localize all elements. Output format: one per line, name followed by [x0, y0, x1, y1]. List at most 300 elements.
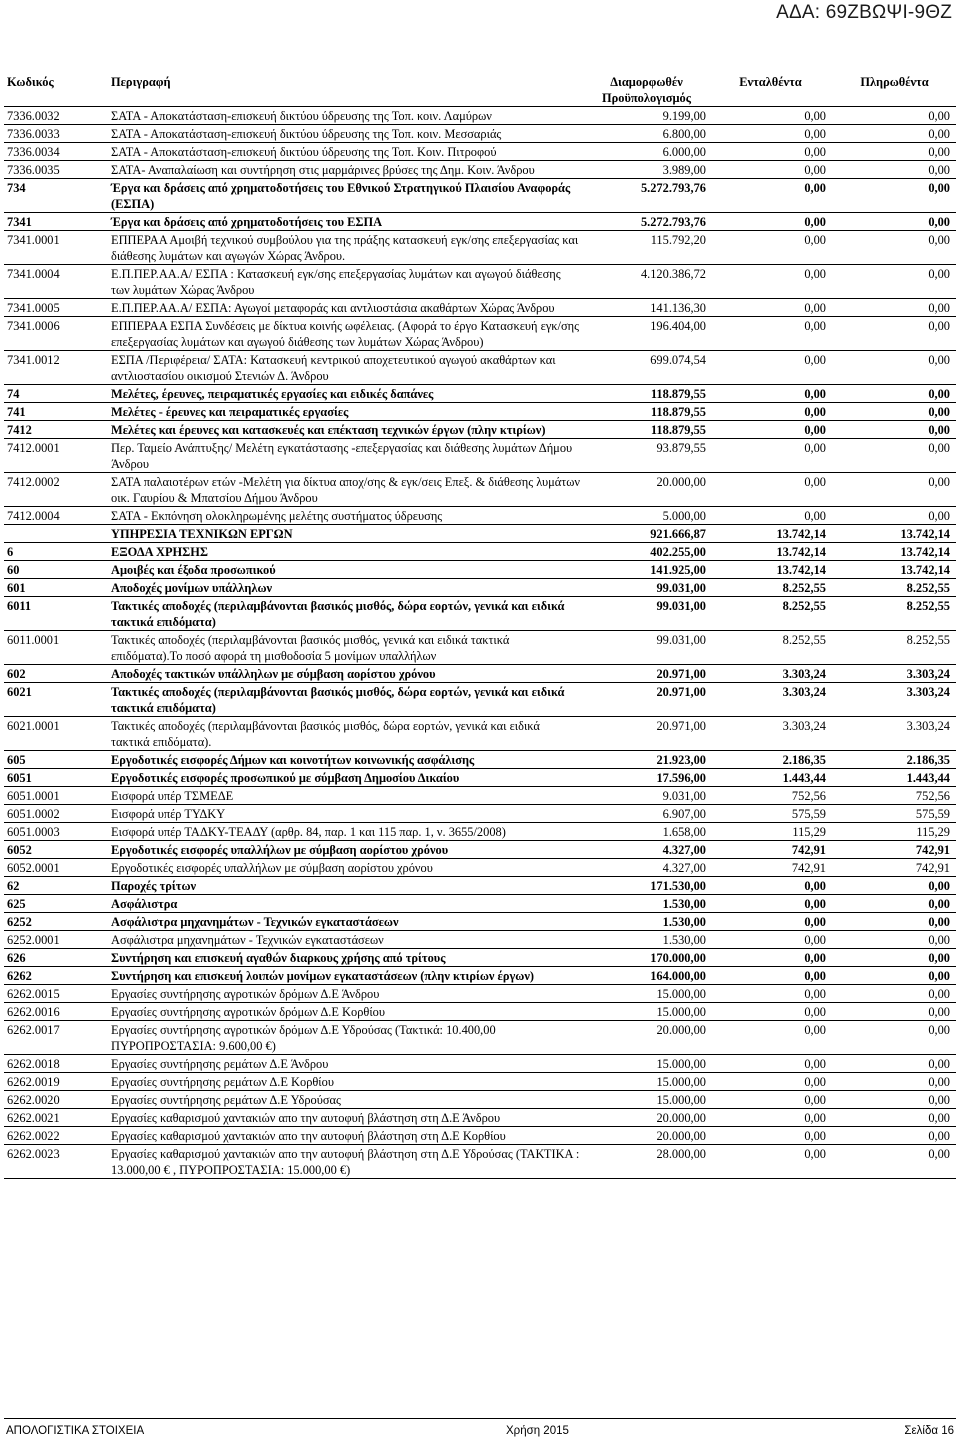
row-paid: 13.742,14 [832, 525, 956, 543]
table-row [4, 631, 956, 665]
row-budget: 15.000,00 [584, 985, 708, 1003]
row-description: ΣΑΤΑ- Αναπαλαίωση και συντήρηση στις μαρμάρινες βρύσες της Δημ. Κοιν. Άνδρου [108, 161, 584, 179]
footer-page-number: Σελίδα 16 [904, 1425, 954, 1437]
table-row [4, 1091, 956, 1109]
row-code: 7336.0035 [4, 161, 108, 179]
row-committed: 13.742,14 [708, 525, 832, 543]
row-committed: 0,00 [708, 985, 832, 1003]
row-code: 6262.0015 [4, 985, 108, 1003]
row-description: Συντήρηση και επισκευή αγαθών διαρκους χρήσης από τρίτους [108, 949, 584, 967]
table-row [4, 439, 956, 473]
footer-divider [4, 1418, 956, 1419]
table-row [4, 1003, 956, 1021]
row-description: ΣΑΤΑ παλαιοτέρων ετών -Μελέτη για δίκτυα αποχ/σης & εγκ/σεις Επεξ. & διάθεσης λυμάτων οικ. Γαυρίου & Μπατσίου Δήμου Άνδρου [108, 473, 584, 507]
row-paid: 742,91 [832, 859, 956, 877]
row-code: 625 [4, 895, 108, 913]
row-committed: 0,00 [708, 473, 832, 507]
row-code: 6262 [4, 967, 108, 985]
row-description: ΣΑΤΑ - Αποκατάσταση-επισκευή δικτύου ύδρευσης της Τοπ. κοιν. Λαμύρων [108, 107, 584, 125]
row-code: 601 [4, 579, 108, 597]
row-code: 7341 [4, 213, 108, 231]
row-description: Εργασίες συντήρησης ρεμάτων Δ.Ε Άνδρου [108, 1055, 584, 1073]
row-budget: 15.000,00 [584, 1003, 708, 1021]
row-committed: 0,00 [708, 107, 832, 125]
row-description: Έργα και δράσεις από χρηματοδοτήσεις του Εθνικού Στρατηγικού Πλαισίου Αναφοράς (ΕΣΠΑ) [108, 179, 584, 213]
row-description: Εργοδοτικές εισφορές προσωπικού με σύμβαση Δημοσίου Δικαίου [108, 769, 584, 787]
row-budget: 118.879,55 [584, 385, 708, 403]
table-row [4, 473, 956, 507]
row-description: Εργασίες συντήρησης ρεμάτων Δ.Ε Κορθίου [108, 1073, 584, 1091]
row-paid: 0,00 [832, 985, 956, 1003]
row-code: 6052 [4, 841, 108, 859]
row-committed: 0,00 [708, 1003, 832, 1021]
row-paid: 0,00 [832, 949, 956, 967]
row-code: 7336.0033 [4, 125, 108, 143]
row-committed: 0,00 [708, 967, 832, 985]
row-committed: 13.742,14 [708, 561, 832, 579]
table-row [4, 949, 956, 967]
row-description: Εργασίες συντήρησης αγροτικών δρόμων Δ.Ε Άνδρου [108, 985, 584, 1003]
row-description: Ε.Π.ΠΕΡ.ΑΑ.Α/ ΕΣΠΑ: Αγωγοί μεταφοράς και αντλιοστάσια ακαθάρτων Χώρας Άνδρου [108, 299, 584, 317]
row-budget: 99.031,00 [584, 597, 708, 631]
row-committed: 0,00 [708, 351, 832, 385]
row-committed: 1.443,44 [708, 769, 832, 787]
row-paid: 3.303,24 [832, 665, 956, 683]
row-description: ΣΑΤΑ - Αποκατάσταση-επισκευή δικτύου ύδρευσης της Τοπ. κοιν. Μεσσαριάς [108, 125, 584, 143]
table-row [4, 823, 956, 841]
row-paid: 0,00 [832, 1021, 956, 1055]
row-paid: 0,00 [832, 161, 956, 179]
row-budget: 4.327,00 [584, 841, 708, 859]
row-code: 6262.0017 [4, 1021, 108, 1055]
row-committed: 0,00 [708, 895, 832, 913]
row-description: ΕΠΠΕΡΑΑ Αμοιβή τεχνικού συμβούλου για της πράξης κατασκευή εγκ/σης επεξεργασίας και διάθεσης λυμάτων και αγωγών Χώρας Άνδρου. [108, 231, 584, 265]
row-paid: 0,00 [832, 1073, 956, 1091]
row-budget: 20.971,00 [584, 717, 708, 751]
row-code: 7341.0004 [4, 265, 108, 299]
row-committed: 0,00 [708, 161, 832, 179]
row-committed: 742,91 [708, 859, 832, 877]
row-paid: 115,29 [832, 823, 956, 841]
row-description: Ε.Π.ΠΕΡ.ΑΑ.Α/ ΕΣΠΑ : Κατασκευή εγκ/σης επεξεργασίας λυμάτων και αγωγού διάθεσης των λυμάτων Χώρας Άνδρου [108, 265, 584, 299]
row-committed: 575,59 [708, 805, 832, 823]
row-description: Περ. Ταμείο Ανάπτυξης/ Μελέτη εγκατάστασης -επεξεργασίας και διάθεσης λυμάτων Δήμου Άνδρου [108, 439, 584, 473]
row-committed: 0,00 [708, 439, 832, 473]
row-committed: 0,00 [708, 179, 832, 213]
table-row [4, 317, 956, 351]
row-paid: 0,00 [832, 877, 956, 895]
row-budget: 921.666,87 [584, 525, 708, 543]
table-row [4, 787, 956, 805]
row-committed: 0,00 [708, 1055, 832, 1073]
table-row [4, 507, 956, 525]
row-code: 6262.0023 [4, 1145, 108, 1179]
row-budget: 170.000,00 [584, 949, 708, 967]
row-description: Εισφορά υπέρ ΤΣΜΕΔΕ [108, 787, 584, 805]
row-description: Εργασίες καθαρισμού χαντακιών απο την αυτοφυή βλάστηση στη Δ.Ε Κορθίου [108, 1127, 584, 1145]
row-paid: 0,00 [832, 931, 956, 949]
row-code: 7412.0002 [4, 473, 108, 507]
row-paid: 13.742,14 [832, 543, 956, 561]
row-committed: 115,29 [708, 823, 832, 841]
table-row [4, 421, 956, 439]
ada-identifier: ΑΔΑ: 69ΖΒΩΨΙ-9ΘΖ [776, 2, 952, 23]
row-budget: 4.327,00 [584, 859, 708, 877]
row-code: 7412 [4, 421, 108, 439]
row-budget: 20.000,00 [584, 1021, 708, 1055]
row-committed: 2.186,35 [708, 751, 832, 769]
row-paid: 0,00 [832, 265, 956, 299]
row-paid: 0,00 [832, 385, 956, 403]
row-committed: 0,00 [708, 507, 832, 525]
row-paid: 0,00 [832, 403, 956, 421]
row-code: 6262.0022 [4, 1127, 108, 1145]
row-description: Εργασίες καθαρισμού χαντακιών απο την αυτοφυή βλάστηση στη Δ.Ε Υδρούσας (ΤΑΚΤΙΚΑ : 13.000,00 € , ΠΥΡΟΠΡΟΣΤΑΣΙΑ: 15.000,00 €) [108, 1145, 584, 1179]
row-committed: 0,00 [708, 1091, 832, 1109]
table-row [4, 213, 956, 231]
table-row [4, 403, 956, 421]
row-code: 6052.0001 [4, 859, 108, 877]
row-code: 6262.0018 [4, 1055, 108, 1073]
table-row [4, 351, 956, 385]
column-header-code: Κωδικός [4, 72, 108, 107]
row-paid: 0,00 [832, 107, 956, 125]
row-budget: 93.879,55 [584, 439, 708, 473]
row-paid: 0,00 [832, 213, 956, 231]
row-code: 6262.0016 [4, 1003, 108, 1021]
row-code: 7341.0001 [4, 231, 108, 265]
row-code: 6262.0019 [4, 1073, 108, 1091]
row-code: 734 [4, 179, 108, 213]
row-budget: 4.120.386,72 [584, 265, 708, 299]
row-code: 7336.0034 [4, 143, 108, 161]
table-row [4, 859, 956, 877]
row-budget: 21.923,00 [584, 751, 708, 769]
row-description: Μελέτες - έρευνες και πειραματικές εργασίες [108, 403, 584, 421]
row-description: Αμοιβές και έξοδα προσωπικού [108, 561, 584, 579]
row-description: Τακτικές αποδοχές (περιλαμβάνονται βασικός μισθός, δώρα εορτών, γενικά και ειδικά τακτικά επιδόματα) [108, 683, 584, 717]
row-budget: 15.000,00 [584, 1091, 708, 1109]
row-paid: 742,91 [832, 841, 956, 859]
row-code: 7412.0004 [4, 507, 108, 525]
column-header-budget: Διαμορφωθέν Προϋπολογισμός [584, 72, 708, 107]
row-budget: 1.530,00 [584, 895, 708, 913]
row-code: 7341.0006 [4, 317, 108, 351]
table-row [4, 385, 956, 403]
row-budget: 20.971,00 [584, 683, 708, 717]
row-code: 6021.0001 [4, 717, 108, 751]
row-paid: 1.443,44 [832, 769, 956, 787]
row-description: Ασφάλιστρα μηχανημάτων - Τεχνικών εγκαταστάσεων [108, 913, 584, 931]
table-row [4, 107, 956, 125]
row-paid: 0,00 [832, 1127, 956, 1145]
row-budget: 3.989,00 [584, 161, 708, 179]
table-row [4, 751, 956, 769]
row-budget: 115.792,20 [584, 231, 708, 265]
row-budget: 141.136,30 [584, 299, 708, 317]
row-committed: 0,00 [708, 403, 832, 421]
footer-title: ΑΠΟΛΟΓΙΣΤΙΚΑ ΣΤΟΙΧΕΙΑ [6, 1425, 145, 1437]
row-code [4, 525, 108, 543]
row-committed: 8.252,55 [708, 631, 832, 665]
row-paid: 8.252,55 [832, 579, 956, 597]
row-budget: 141.925,00 [584, 561, 708, 579]
table-row [4, 841, 956, 859]
row-description: Τακτικές αποδοχές (περιλαμβάνονται βασικός μισθός, γενικά και ειδικά τακτικά επιδόματα).Το ποσό αφορά τη μισθοδοσία 5 μονίμων υπαλλήλων [108, 631, 584, 665]
row-paid: 0,00 [832, 179, 956, 213]
row-paid: 0,00 [832, 473, 956, 507]
row-committed: 0,00 [708, 877, 832, 895]
row-budget: 20.971,00 [584, 665, 708, 683]
table-row [4, 665, 956, 683]
row-code: 602 [4, 665, 108, 683]
row-committed: 0,00 [708, 1073, 832, 1091]
row-committed: 0,00 [708, 1109, 832, 1127]
row-description: Συντήρηση και επισκευή λοιπών μονίμων εγκαταστάσεων (πλην κτιρίων έργων) [108, 967, 584, 985]
row-description: Μελέτες και έρευνες και κατασκευές και επέκταση τεχνικών έργων (πλην κτιρίων) [108, 421, 584, 439]
row-code: 7341.0012 [4, 351, 108, 385]
row-description: ΕΠΠΕΡΑΑ ΕΣΠΑ Συνδέσεις με δίκτυα κοινής ωφέλειας. (Αφορά το έργο Κατασκευή εγκ/σης επεξεργασίας λυμάτων και αγωγού διάθεσης των λυμάτων Χώρας Άνδρου) [108, 317, 584, 351]
table-row [4, 913, 956, 931]
row-description: ΕΣΠΑ /Περιφέρεια/ ΣΑΤΑ: Κατασκευή κεντρικού αποχετευτικού αγωγού ακαθάρτων και αντλιοστασίου οικισμού Στενιών Δ. Άνδρου [108, 351, 584, 385]
row-code: 6051.0003 [4, 823, 108, 841]
row-budget: 1.530,00 [584, 931, 708, 949]
table-row [4, 179, 956, 213]
table-row [4, 597, 956, 631]
row-budget: 99.031,00 [584, 579, 708, 597]
row-budget: 699.074,54 [584, 351, 708, 385]
row-paid: 0,00 [832, 913, 956, 931]
row-description: Μελέτες, έρευνες, πειραματικές εργασίες και ειδικές δαπάνες [108, 385, 584, 403]
row-committed: 0,00 [708, 1127, 832, 1145]
table-row [4, 125, 956, 143]
row-paid: 0,00 [832, 1145, 956, 1179]
row-committed: 8.252,55 [708, 579, 832, 597]
row-committed: 0,00 [708, 1021, 832, 1055]
row-budget: 6.907,00 [584, 805, 708, 823]
row-paid: 0,00 [832, 351, 956, 385]
row-paid: 0,00 [832, 1109, 956, 1127]
row-description: Παροχές τρίτων [108, 877, 584, 895]
row-committed: 0,00 [708, 385, 832, 403]
row-code: 7336.0032 [4, 107, 108, 125]
table-row [4, 895, 956, 913]
table-row [4, 265, 956, 299]
row-description: ΣΑΤΑ - Εκπόνηση ολοκληρωμένης μελέτης συστήματος ύδρευσης [108, 507, 584, 525]
row-paid: 0,00 [832, 231, 956, 265]
row-committed: 0,00 [708, 299, 832, 317]
table-row [4, 1109, 956, 1127]
table-row [4, 231, 956, 265]
row-budget: 118.879,55 [584, 403, 708, 421]
row-budget: 5.000,00 [584, 507, 708, 525]
table-row [4, 967, 956, 985]
row-paid: 575,59 [832, 805, 956, 823]
row-paid: 0,00 [832, 143, 956, 161]
row-code: 6021 [4, 683, 108, 717]
table-row [4, 1073, 956, 1091]
row-code: 6252 [4, 913, 108, 931]
row-budget: 5.272.793,76 [584, 179, 708, 213]
row-committed: 0,00 [708, 231, 832, 265]
row-committed: 3.303,24 [708, 717, 832, 751]
row-paid: 2.186,35 [832, 751, 956, 769]
row-code: 74 [4, 385, 108, 403]
row-budget: 20.000,00 [584, 1109, 708, 1127]
row-committed: 0,00 [708, 421, 832, 439]
row-description: Εργασίες συντήρησης ρεμάτων Δ.Ε Υδρούσας [108, 1091, 584, 1109]
table-row [4, 299, 956, 317]
row-committed: 3.303,24 [708, 683, 832, 717]
row-budget: 28.000,00 [584, 1145, 708, 1179]
row-description: Έργα και δράσεις από χρηματοδοτήσεις του ΕΣΠΑ [108, 213, 584, 231]
row-description: Αποδοχές μονίμων υπάλληλων [108, 579, 584, 597]
row-paid: 0,00 [832, 125, 956, 143]
row-budget: 6.000,00 [584, 143, 708, 161]
row-paid: 0,00 [832, 507, 956, 525]
row-code: 6011 [4, 597, 108, 631]
row-description: Αποδοχές τακτικών υπάλληλων με σύμβαση αορίστου χρόνου [108, 665, 584, 683]
row-budget: 9.199,00 [584, 107, 708, 125]
row-description: ΕΞΟΔΑ ΧΡΗΣΗΣ [108, 543, 584, 561]
row-paid: 13.742,14 [832, 561, 956, 579]
row-description: ΣΑΤΑ - Αποκατάσταση-επισκευή δικτύου ύδρευσης της Τοπ. Κοιν. Πιτροφού [108, 143, 584, 161]
table-row [4, 525, 956, 543]
row-budget: 17.596,00 [584, 769, 708, 787]
row-committed: 13.742,14 [708, 543, 832, 561]
table-row [4, 877, 956, 895]
table-row [4, 579, 956, 597]
row-paid: 3.303,24 [832, 717, 956, 751]
row-budget: 20.000,00 [584, 473, 708, 507]
table-row [4, 1145, 956, 1179]
row-committed: 0,00 [708, 265, 832, 299]
row-budget: 9.031,00 [584, 787, 708, 805]
row-description: ΥΠΗΡΕΣΙΑ ΤΕΧΝΙΚΩΝ ΕΡΓΩΝ [108, 525, 584, 543]
row-committed: 0,00 [708, 143, 832, 161]
row-budget: 402.255,00 [584, 543, 708, 561]
row-code: 626 [4, 949, 108, 967]
row-code: 6051.0002 [4, 805, 108, 823]
table-row [4, 1127, 956, 1145]
table-row [4, 143, 956, 161]
row-committed: 0,00 [708, 913, 832, 931]
row-code: 741 [4, 403, 108, 421]
row-paid: 0,00 [832, 299, 956, 317]
row-description: Τακτικές αποδοχές (περιλαμβάνονται βασικός μισθός, δώρα εορτών, γενικά και ειδικά τακτικά επιδόματα) [108, 597, 584, 631]
row-budget: 164.000,00 [584, 967, 708, 985]
row-committed: 0,00 [708, 949, 832, 967]
row-budget: 1.658,00 [584, 823, 708, 841]
table-row [4, 1055, 956, 1073]
table-row [4, 717, 956, 751]
row-code: 6 [4, 543, 108, 561]
row-committed: 0,00 [708, 213, 832, 231]
row-budget: 15.000,00 [584, 1055, 708, 1073]
column-header-committed: Ενταλθέντα [708, 72, 832, 107]
table-row [4, 543, 956, 561]
row-code: 6252.0001 [4, 931, 108, 949]
row-description: Εργοδοτικές εισφορές υπαλλήλων με σύμβαση αορίστου χρόνου [108, 859, 584, 877]
table-row [4, 161, 956, 179]
row-description: Εργασίες καθαρισμού χαντακιών απο την αυτοφυή βλάστηση στη Δ.Ε Άνδρου [108, 1109, 584, 1127]
footer-fiscal-year: Χρήση 2015 [506, 1425, 569, 1437]
row-description: Τακτικές αποδοχές (περιλαμβάνονται βασικός μισθός, δώρα εορτών, γενικά και ειδικά τακτικά επιδόματα). [108, 717, 584, 751]
row-code: 6051 [4, 769, 108, 787]
row-committed: 0,00 [708, 317, 832, 351]
row-code: 60 [4, 561, 108, 579]
row-committed: 742,91 [708, 841, 832, 859]
row-description: Εργοδοτικές εισφορές Δήμων και κοινοτήτων κοινωνικής ασφάλισης [108, 751, 584, 769]
row-paid: 0,00 [832, 421, 956, 439]
row-budget: 6.800,00 [584, 125, 708, 143]
row-paid: 0,00 [832, 439, 956, 473]
row-committed: 8.252,55 [708, 597, 832, 631]
row-budget: 171.530,00 [584, 877, 708, 895]
table-row [4, 561, 956, 579]
row-description: Εισφορά υπέρ ΤΑΔΚΥ-ΤΕΑΔΥ (αρθρ. 84, παρ. 1 και 115 παρ. 1, ν. 3655/2008) [108, 823, 584, 841]
row-paid: 0,00 [832, 1055, 956, 1073]
row-committed: 0,00 [708, 931, 832, 949]
row-budget: 20.000,00 [584, 1127, 708, 1145]
row-code: 605 [4, 751, 108, 769]
row-committed: 0,00 [708, 1145, 832, 1179]
row-description: Ασφάλιστρα μηχανημάτων - Τεχνικών εγκαταστάσεων [108, 931, 584, 949]
row-paid: 0,00 [832, 895, 956, 913]
row-paid: 0,00 [832, 317, 956, 351]
row-paid: 0,00 [832, 1091, 956, 1109]
table-row [4, 769, 956, 787]
row-description: Ασφάλιστρα [108, 895, 584, 913]
row-code: 6011.0001 [4, 631, 108, 665]
row-code: 6262.0020 [4, 1091, 108, 1109]
row-paid: 752,56 [832, 787, 956, 805]
row-code: 6051.0001 [4, 787, 108, 805]
row-description: Εργασίες συντήρησης αγροτικών δρόμων Δ.Ε Κορθίου [108, 1003, 584, 1021]
column-header-description: Περιγραφή [108, 72, 584, 107]
row-code: 62 [4, 877, 108, 895]
row-committed: 0,00 [708, 125, 832, 143]
row-paid: 8.252,55 [832, 631, 956, 665]
table-row [4, 683, 956, 717]
column-header-paid: Πληρωθέντα [832, 72, 956, 107]
row-paid: 0,00 [832, 967, 956, 985]
row-code: 7412.0001 [4, 439, 108, 473]
table-row [4, 1021, 956, 1055]
table-row [4, 805, 956, 823]
row-code: 7341.0005 [4, 299, 108, 317]
row-paid: 0,00 [832, 1003, 956, 1021]
row-committed: 3.303,24 [708, 665, 832, 683]
row-budget: 15.000,00 [584, 1073, 708, 1091]
row-budget: 196.404,00 [584, 317, 708, 351]
table-row [4, 985, 956, 1003]
budget-table [4, 72, 956, 1179]
row-code: 6262.0021 [4, 1109, 108, 1127]
row-paid: 3.303,24 [832, 683, 956, 717]
row-description: Εισφορά υπέρ ΤΥΔΚΥ [108, 805, 584, 823]
row-budget: 99.031,00 [584, 631, 708, 665]
row-budget: 1.530,00 [584, 913, 708, 931]
table-body [4, 107, 956, 1179]
table-row [4, 931, 956, 949]
row-budget: 118.879,55 [584, 421, 708, 439]
row-description: Εργασίες συντήρησης αγροτικών δρόμων Δ.Ε Υδρούσας (Τακτικά: 10.400,00 ΠΥΡΟΠΡΟΣΤΑΣΙΑ: 9.600,00 €) [108, 1021, 584, 1055]
table-header [4, 72, 956, 107]
row-budget: 5.272.793,76 [584, 213, 708, 231]
row-description: Εργοδοτικές εισφορές υπαλλήλων με σύμβαση αορίστου χρόνου [108, 841, 584, 859]
row-committed: 752,56 [708, 787, 832, 805]
